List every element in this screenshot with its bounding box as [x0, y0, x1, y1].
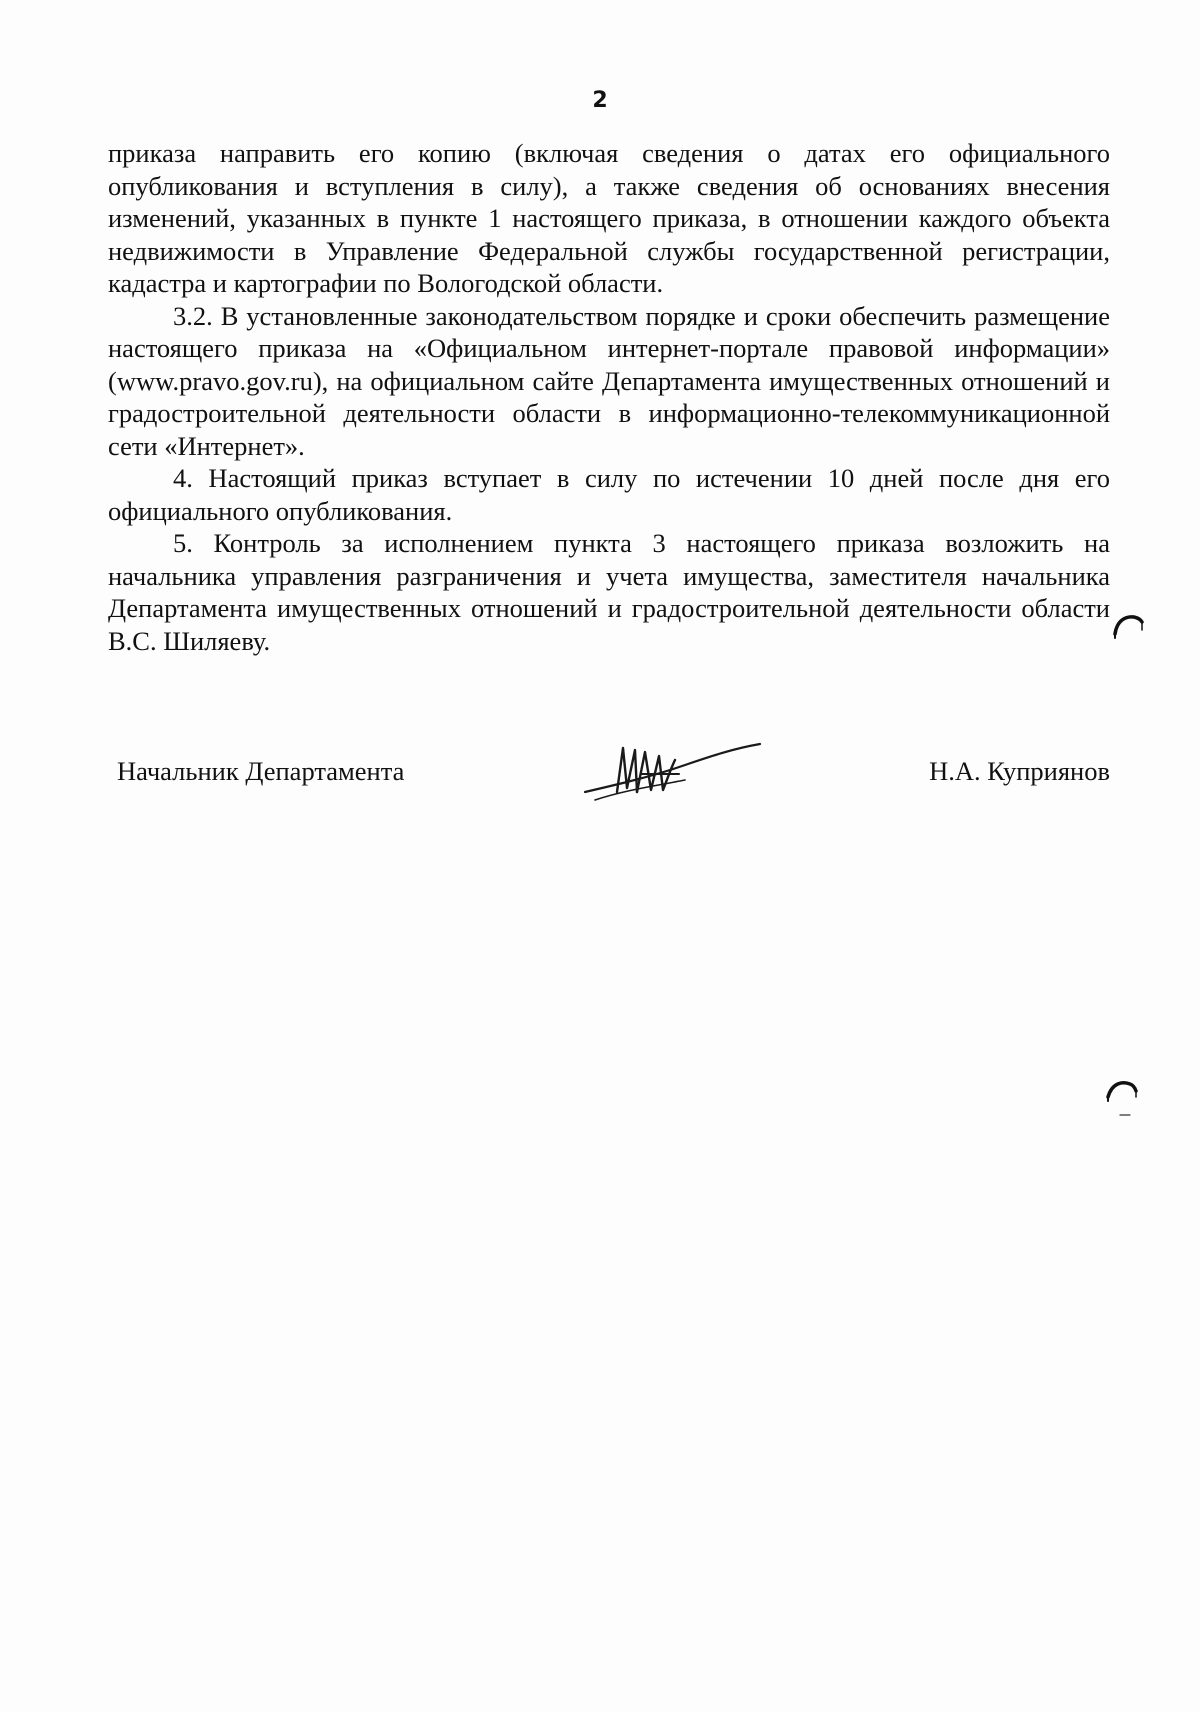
- paragraph-4: 4. Настоящий приказ вступает в силу по истечении 10 дней после дня его официального опубликования.: [108, 463, 1110, 526]
- handwritten-signature: [575, 730, 765, 810]
- paragraph-5: 5. Контроль за исполнением пункта 3 настоящего приказа возложить на начальника управления разграничения и учета имущества, заместителя начальника Департамента имущественных отношений и градостроительной деятельности области В.С. Шиляеву.: [108, 528, 1110, 656]
- document-body: [108, 137, 1110, 657]
- scan-mark-bottom: [1104, 1075, 1138, 1135]
- page-number: 2: [592, 88, 608, 113]
- signatory-position: Начальник Департамента: [117, 756, 405, 786]
- paragraph-continuation: приказа направить его копию (включая сведения о датах его официального опубликования и вступления в силу), а также сведения об основаниях внесения изменений, указанных в пункте 1 настоящего приказа, в отношении каждого объекта недвижимости в Управление Федеральной службы государственной регистрации, кадастра и картографии по Вологодской области.: [108, 138, 1110, 298]
- paragraph-3-2: 3.2. В установленные законодательством порядке и сроки обеспечить размещение настоящего приказа на «Официальном интернет-портале правовой информации» (www.pravo.gov.ru), на официальном сайте Департамента имущественных отношений и градостроительной деятельности области в информационно-телекоммуникационной сети «Интернет».: [108, 300, 1110, 461]
- signatory-name: Н.А. Куприянов: [929, 756, 1110, 786]
- scan-mark-top: [1112, 610, 1144, 640]
